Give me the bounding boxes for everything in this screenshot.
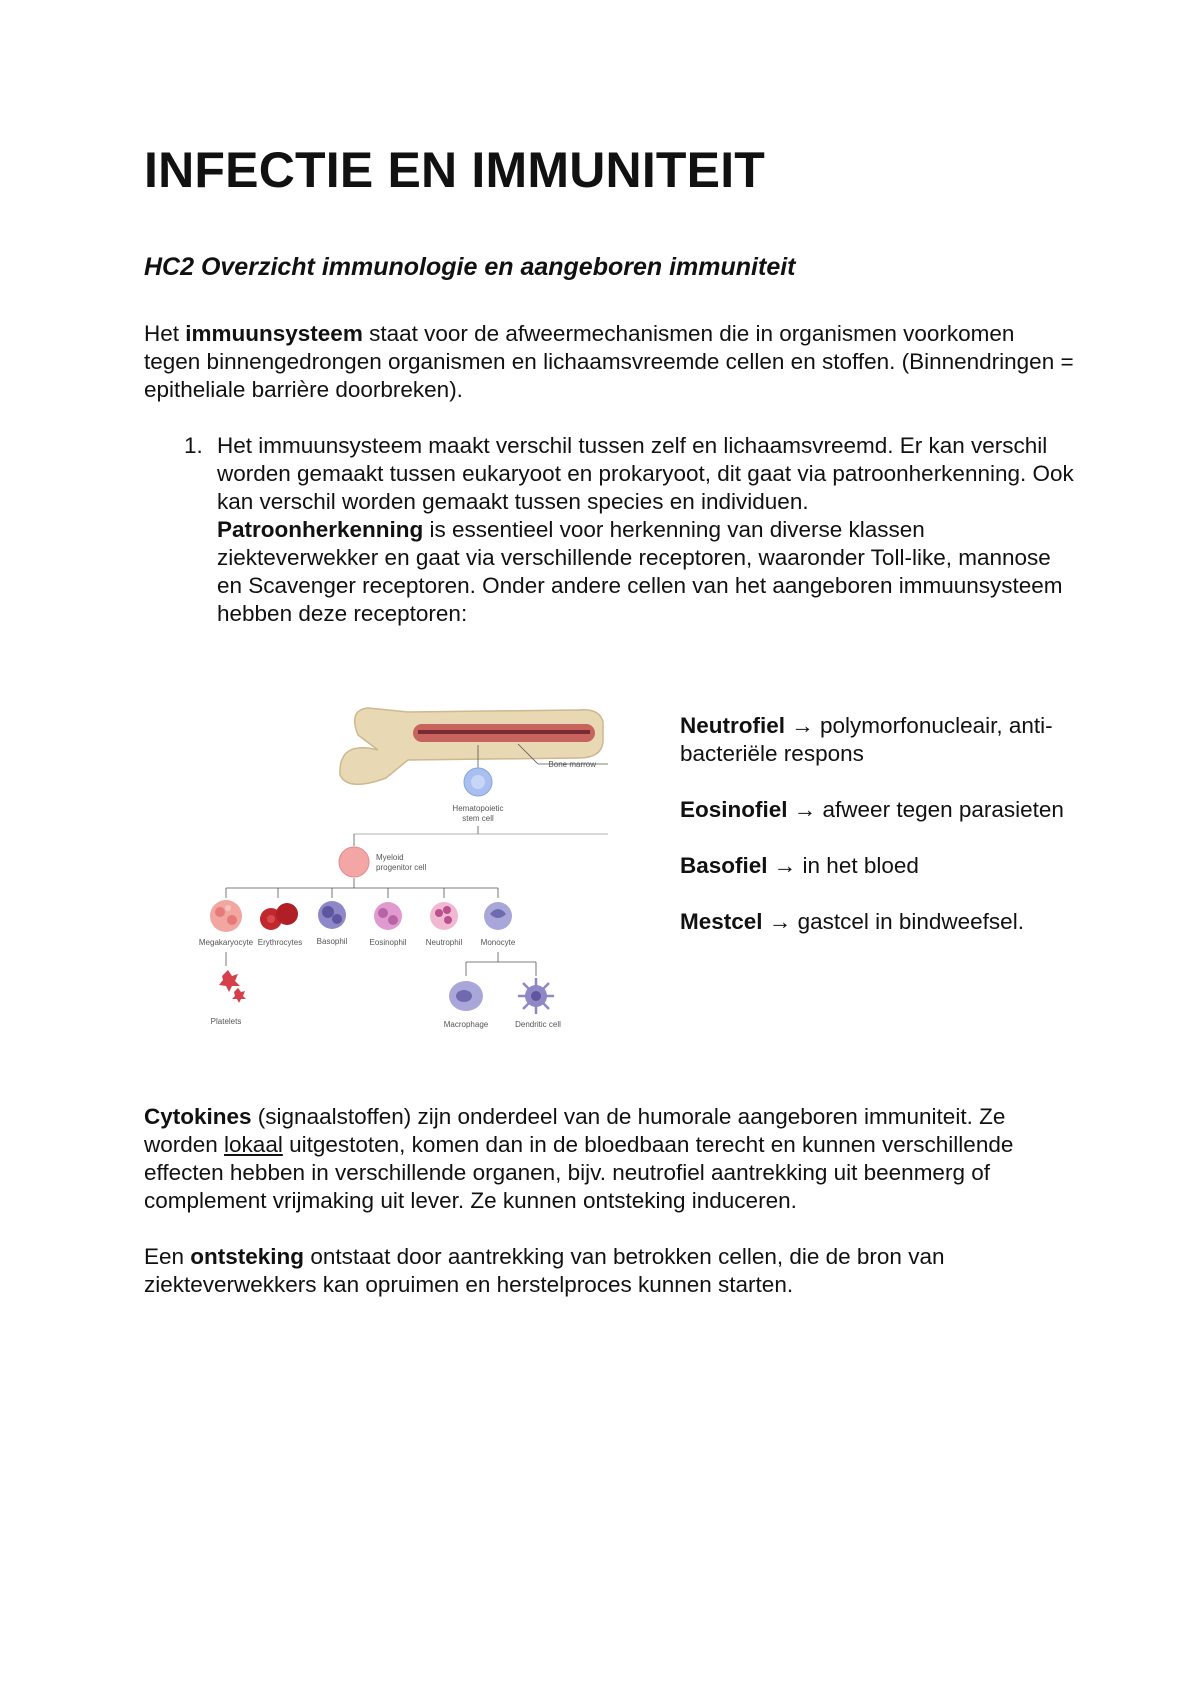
label-basophil: Basophil — [316, 937, 348, 946]
cell-description: gastcel in bindweefsel. — [791, 909, 1024, 934]
list-item-paragraph-2 — [217, 516, 1077, 628]
cytokines-text-2: uitgestoten, komen dan in de bloedbaan terecht en kunnen verschillende effecten hebben in verschillende organen, bijv. neutrofiel aantrekking uit beenmerg of complement vrijmaking uit lever. Ze kunnen ontsteking induceren. — [144, 1132, 1014, 1213]
document-title: INFECTIE EN IMMUNITEIT — [144, 142, 766, 198]
pattern-term: Patroonherkenning — [217, 517, 424, 542]
ontsteking-text-1: Een — [144, 1244, 191, 1269]
label-erythrocyte: Erythrocytes — [257, 938, 303, 947]
lokaal-underlined: lokaal — [224, 1132, 283, 1157]
label-megakaryocyte: Megakaryocyte — [198, 938, 254, 947]
cell-entry-eosinofiel — [680, 796, 1100, 824]
cell-description: polymorfonucleair, anti-bacteriële respons — [680, 713, 1053, 766]
neutrophil-cell — [430, 902, 458, 930]
list-item-paragraph-1: Het immuunsysteem maakt verschil tussen zelf en lichaamsvreemd. Er kan verschil worden gemaakt tussen eukaryoot en prokaryoot, dit gaat via patroonherkenning. Ook kan verschil worden gemaakt tussen species en individuen. — [217, 433, 1074, 514]
erythrocyte-cells — [260, 903, 298, 930]
arrow-icon: → — [793, 797, 817, 822]
ontsteking-text-2: ontstaat door aantrekking van betrokken cellen, die de bron van ziekteverwekkers kan opruimen en herstelproces kunnen starten. — [144, 1244, 945, 1297]
basophil-cell — [318, 901, 346, 929]
dendritic-cell — [518, 978, 554, 1014]
pattern-text: is essentieel voor herkenning van diverse klassen ziekteverwekker en gaat via verschillende receptoren, waaronder Toll-like, mannose en Scavenger receptoren. Onder andere cellen van het aangeboren immuunsysteem hebben deze receptoren: — [217, 517, 1063, 626]
cell-name: Neutrofiel — [680, 713, 786, 738]
label-platelets: Platelets — [210, 1017, 242, 1026]
cytokines-paragraph — [144, 1103, 1074, 1215]
cytokines-text-1: (signaalstoffen) zijn onderdeel van de humorale aangeboren immuniteit. Ze worden — [144, 1104, 1006, 1157]
label-monocyte: Monocyte — [480, 938, 516, 947]
intro-text-1: Het — [144, 321, 186, 346]
intro-term: immuunsysteem — [185, 321, 363, 346]
myeloid-progenitor-cell — [339, 847, 369, 877]
label-macrophage: Macrophage — [443, 1020, 489, 1029]
label-stem-cell: Hematopoietic — [452, 804, 504, 813]
label-dendritic-cell: Dendritic cell — [515, 1020, 561, 1029]
ontsteking-term: ontsteking — [190, 1244, 305, 1269]
label-stem-cell-2: stem cell — [462, 814, 494, 823]
section-heading: HC2 Overzicht immunologie en aangeboren immuniteit — [144, 253, 796, 281]
list-item — [217, 432, 1077, 628]
cell-name: Basofiel — [680, 853, 768, 878]
eosinophil-cell — [374, 902, 402, 930]
platelets — [219, 970, 246, 1003]
cell-entry-basofiel — [680, 852, 1100, 880]
arrow-icon: → — [773, 853, 797, 878]
hematopoiesis-diagram — [198, 700, 658, 1045]
arrow-icon: → — [768, 909, 792, 934]
cytokines-term: Cytokines — [144, 1104, 252, 1129]
label-myeloid-2: progenitor cell — [376, 863, 427, 872]
label-bone-marrow: Bone marrow — [548, 760, 596, 769]
label-neutrophil: Neutrophil — [425, 938, 463, 947]
hematopoiesis-figure — [198, 700, 658, 1045]
cell-type-list — [680, 712, 1100, 964]
intro-text-2: staat voor de afweermechanismen die in organismen voorkomen tegen binnengedrongen organismen en lichaamsvreemde cellen en stoffen. (Binnendringen = epitheliale barrière doorbreken). — [144, 321, 1074, 402]
cell-name: Eosinofiel — [680, 797, 788, 822]
cell-name: Mestcel — [680, 909, 763, 934]
monocyte-cell — [484, 902, 512, 930]
macrophage-cell — [449, 981, 483, 1011]
cell-entry-mestcel — [680, 908, 1100, 936]
label-eosinophil: Eosinophil — [369, 938, 407, 947]
ontsteking-paragraph — [144, 1243, 1074, 1299]
intro-paragraph — [144, 320, 1074, 404]
arrow-icon: → — [791, 713, 814, 738]
cell-description: in het bloed — [796, 853, 919, 878]
cell-entry-neutrofiel — [680, 712, 1100, 768]
megakaryocyte-cell — [210, 900, 242, 932]
label-myeloid: Myeloid — [376, 853, 404, 862]
cell-description: afweer tegen parasieten — [816, 797, 1064, 822]
list-number: 1. — [184, 433, 203, 458]
